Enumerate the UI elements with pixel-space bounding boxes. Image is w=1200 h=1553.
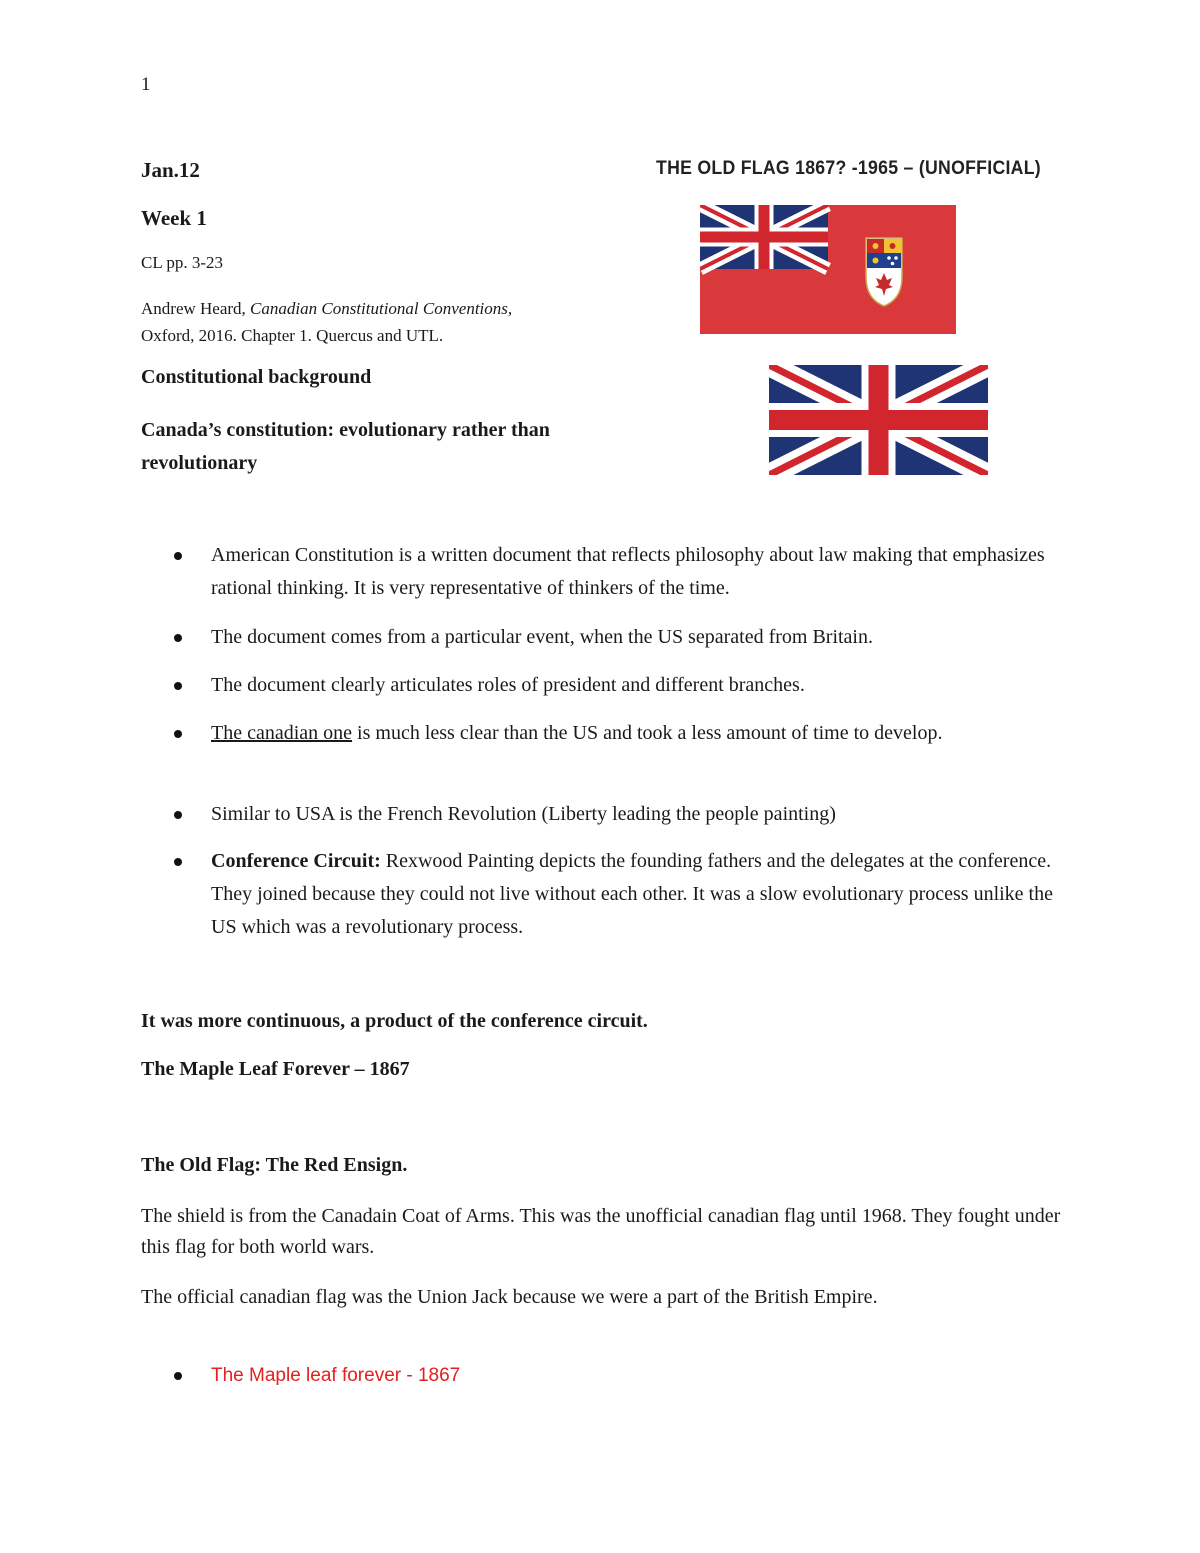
bullet-dot [174, 634, 182, 642]
list-item-text [211, 845, 1061, 944]
citation-author: Andrew Heard, [141, 299, 251, 318]
date-heading: Jan.12 [141, 158, 200, 182]
citation-rest: Oxford, 2016. Chapter 1. Quercus and UTL. [141, 326, 444, 345]
union-jack-flag-image [769, 365, 988, 475]
list-item-text: The document clearly articulates roles of president and different branches. [211, 674, 805, 696]
maple-leaf-heading: The Maple Leaf Forever – 1867 [141, 1058, 410, 1080]
list-item-rest: is much less clear than the US and took a less amount of time to develop. [352, 722, 943, 744]
old-flag-heading: The Old Flag: The Red Ensign. [141, 1154, 408, 1176]
canton-union-jack [700, 205, 828, 269]
bullet-dot [174, 682, 182, 690]
list-item-text: American Constitution is a written document that reflects philosophy about law making that emphasizes rational thinking. It is very representative of thinkers of the time. [211, 544, 1045, 599]
citation [141, 295, 611, 349]
red-ensign-flag-image [700, 205, 956, 334]
official-flag-paragraph: The official canadian flag was the Union Jack because we were a part of the British Empire. [141, 1286, 878, 1308]
citation-title: Canadian Constitutional Conventions, [250, 299, 513, 318]
flag-figure-title: THE OLD FLAG 1867? -1965 – (UNOFFICIAL) [656, 158, 1041, 179]
week-heading: Week 1 [141, 206, 207, 230]
list-item-rest: Rexwood Painting depicts the founding fathers and the delegates at the conference. They joined because they could not live without each other. It was a slow evolutionary process unlike the US which was a revolutionary process. [211, 850, 1053, 938]
coat-of-arms-shield [866, 238, 902, 306]
red-list-item-text: The Maple leaf forever - 1867 [211, 1365, 461, 1386]
shield-paragraph: The shield is from the Canadain Coat of Arms. This was the unofficial canadian flag until 1968. They fought under this flag for both world wars. [141, 1205, 1061, 1258]
list-item-text: The document comes from a particular event, when the US separated from Britain. [211, 626, 873, 648]
bullet-dot [174, 858, 182, 866]
bullet-dot [174, 811, 182, 819]
bullet-dot [174, 552, 182, 560]
list-item-text [211, 717, 1061, 750]
underlined-phrase: The canadian one [211, 722, 353, 744]
continuous-statement: It was more continuous, a product of the conference circuit. [141, 1010, 648, 1032]
list-item-lead: Conference Circuit: [211, 850, 381, 872]
list-item-text: Similar to USA is the French Revolution (Liberty leading the people painting) [211, 803, 836, 825]
reading-reference: CL pp. 3-23 [141, 253, 224, 272]
page-number: 1 [141, 74, 151, 95]
bullet-dot [174, 1372, 182, 1380]
bullet-dot [174, 730, 182, 738]
section-heading-background: Constitutional background [141, 366, 372, 388]
section-heading-evolutionary: Canada’s constitution: evolutionary rather than revolutionary [141, 419, 550, 474]
